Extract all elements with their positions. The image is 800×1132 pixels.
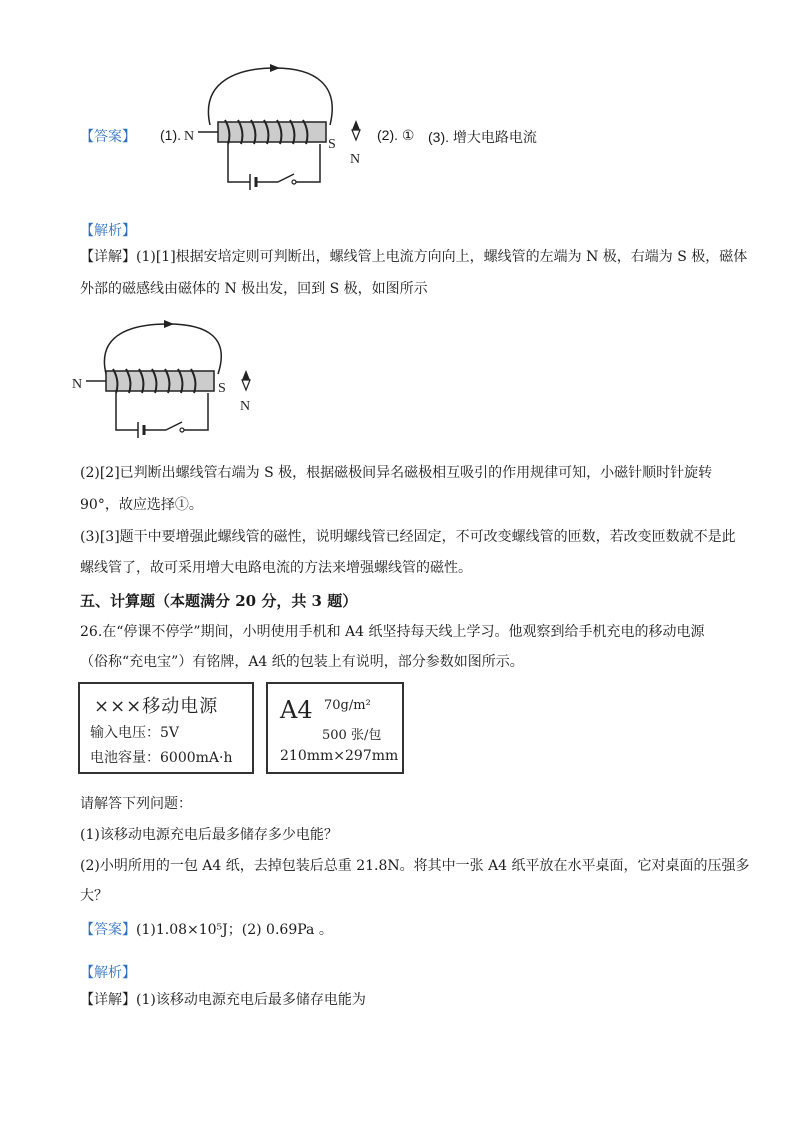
answer-circuit-figure — [170, 60, 370, 200]
question-part-2-line-1: (2)小明所用的一包 A4 纸，去掉包装后总重 21.8N。将其中一张 A4 纸平放在水平桌面，它对桌面的压强多 — [80, 858, 750, 874]
analysis2-line-1 — [80, 990, 366, 1010]
a4-big-label: A4 — [280, 696, 313, 724]
a4-size: 210mm×297mm — [280, 748, 399, 764]
a4-paper-label — [266, 682, 404, 774]
detail-text-1: (1)[1]根据安培定则可判断出，螺线管上电流方向向上，螺线管的左端为 N 极，右端为 S 极，磁体 — [136, 249, 748, 265]
detail-p2-line-2: 90°，故应选择①。 — [80, 497, 203, 513]
field-line — [104, 320, 221, 374]
solenoid-core — [106, 371, 214, 391]
detail2-text: (1)该移动电源充电后最多储存电能为 — [136, 992, 366, 1008]
answer2-text: (1)1.08×10⁵J；(2) 0.69Pa 。 — [136, 922, 333, 938]
answer-part3: (3). 增大电路电流 — [428, 129, 537, 145]
switch-symbol — [166, 422, 184, 432]
analysis-tag: 【解析】 — [80, 223, 136, 239]
question-line-2: （俗称“充电宝”）有铭牌，A4 纸的包装上有说明，部分参数如图所示。 — [80, 654, 524, 670]
detail2-tag: 【详解】 — [80, 992, 136, 1008]
question-part-2-line-2: 大？ — [80, 888, 108, 904]
section-title: 五、计算题（本题满分 20 分，共 3 题） — [80, 592, 358, 610]
prompt-text: 请解答下列问题： — [80, 796, 192, 812]
analysis2-tag: 【解析】 — [80, 965, 136, 981]
answer-tag: 【答案】 — [80, 129, 136, 145]
n-pole-label: N — [72, 377, 83, 392]
answer2-tag: 【答案】 — [80, 922, 136, 938]
power-bank-input: 输入电压：5V — [90, 725, 180, 741]
detail-tag: 【详解】 — [80, 249, 136, 265]
compass-needle — [242, 370, 250, 390]
answer2-line — [80, 920, 333, 940]
detail-line-1 — [80, 247, 747, 267]
needle-n-label: N — [350, 152, 361, 167]
battery-symbol — [250, 174, 256, 190]
power-bank-label — [78, 682, 254, 774]
analysis-circuit-figure — [70, 318, 270, 448]
detail-p3-line-1: (3)[3]题干中要增强此螺线管的磁性，说明螺线管已经固定，不可改变螺线管的匝数，若改变匝数就不是此 — [80, 529, 736, 545]
a4-count: 500 张/包 — [322, 728, 382, 743]
switch-symbol — [278, 174, 296, 184]
s-pole-label: S — [218, 381, 226, 396]
answer-part1-label: (1). — [160, 127, 181, 143]
detail-p3-line-2: 螺线管了，故可采用增大电路电流的方法来增强螺线管的磁性。 — [80, 560, 472, 576]
needle-n-label: N — [240, 399, 251, 414]
battery-symbol — [138, 422, 144, 438]
n-pole-label: N — [184, 129, 195, 144]
power-bank-capacity: 电池容量：6000mA·h — [90, 750, 233, 766]
detail-p2-line-1: (2)[2]已判断出螺线管右端为 S 极，根据磁极间异名磁极相互吸引的作用规律可知，小磁针顺时针旋转 — [80, 465, 713, 481]
compass-needle — [352, 120, 360, 140]
solenoid-core — [218, 122, 326, 142]
field-line — [208, 64, 332, 125]
power-bank-title: ×××移动电源 — [94, 696, 219, 717]
s-pole-label: S — [328, 137, 336, 152]
answer-part2: (2). ① — [377, 127, 415, 143]
question-part-1: (1)该移动电源充电后最多储存多少电能？ — [80, 827, 338, 843]
detail-line-2: 外部的磁感线由磁体的 N 极出发，回到 S 极，如图所示 — [80, 281, 428, 297]
a4-weight: 70g/m² — [324, 698, 371, 713]
question-line-1: 26.在“停课不停学”期间，小明使用手机和 A4 纸坚持每天线上学习。他观察到给手机充电的移动电源 — [80, 624, 705, 640]
